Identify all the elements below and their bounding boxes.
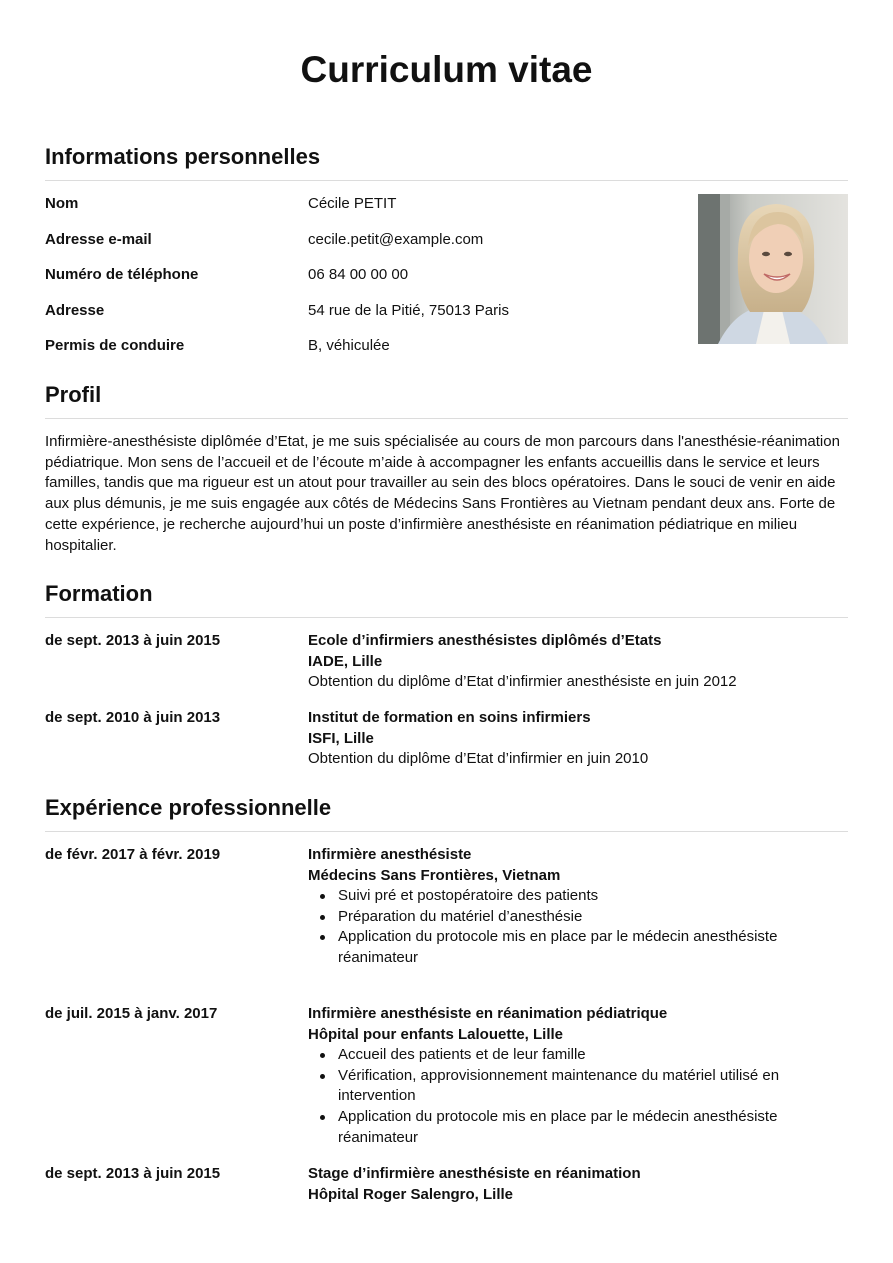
portrait-photo-icon (698, 194, 848, 344)
entry-date: de sept. 2013 à juin 2015 (45, 1165, 221, 1182)
list-item: Préparation du matériel d’anesthésie (338, 907, 798, 928)
section-education (45, 579, 848, 618)
field-value: 54 rue de la Pitié, 75013 Paris (308, 301, 509, 319)
section-heading: Expérience professionnelle (45, 795, 332, 820)
section-divider (45, 831, 848, 832)
entry-role: Infirmière anesthésiste en réanimation pédiatrique (308, 1005, 668, 1022)
page-title: Curriculum vitae (300, 49, 593, 90)
entry-detail: Obtention du diplôme d’Etat d’infirmier en juin 2010 (308, 750, 649, 768)
list-item: Application du protocole mis en place par le médecin anesthésiste réanimateur (338, 1107, 798, 1148)
list-item: Vérification, approvisionnement maintenance du matériel utilisé en intervention (338, 1066, 798, 1107)
entry-date: de juil. 2015 à janv. 2017 (45, 1005, 218, 1022)
entry-date: de sept. 2010 à juin 2013 (45, 709, 221, 726)
entry-school: Ecole d’infirmiers anesthésistes diplômés d’Etats (308, 632, 662, 649)
section-heading: Profil (45, 382, 102, 407)
entry-employer: Médecins Sans Frontières, Vietnam (308, 866, 561, 884)
section-heading: Formation (45, 581, 153, 606)
entry-employer: Hôpital Roger Salengro, Lille (308, 1185, 514, 1203)
field-label: Adresse e-mail (45, 230, 152, 248)
field-label: Adresse (45, 301, 105, 319)
list-item: Application du protocole mis en place par le médecin anesthésiste réanimateur (338, 927, 798, 968)
entry-tasks (308, 886, 798, 968)
section-heading: Informations personnelles (45, 144, 321, 169)
field-value: 06 84 00 00 00 (308, 266, 409, 283)
list-item: Suivi pré et postopératoire des patients (338, 886, 798, 907)
field-label: Nom (45, 195, 79, 212)
field-value: cecile.petit@example.com (308, 230, 484, 248)
section-divider (45, 617, 848, 618)
profile-photo (698, 194, 848, 344)
field-value: Cécile PETIT (308, 195, 397, 212)
entry-detail: Obtention du diplôme d’Etat d’infirmier anesthésiste en juin 2012 (308, 673, 737, 691)
entry-role: Stage d’infirmière anesthésiste en réanimation (308, 1165, 641, 1182)
section-divider (45, 180, 848, 181)
profile-text: Infirmière-anesthésiste diplômée d’Etat, je me suis spécialisée au cours de mon parcours dans l'anesthésie-réanimation pédiatrique. Mon sens de l’accueil et de l’écoute m’aide à accompagner les enfants accueillis dans le service et leurs familles, tandis que ma rigueur est un atout pour travailler au sein des blocs opératoires. Dans le souci de venir en aide aux plus démunis, je me suis engagée aux côtés de Médecins Sans Frontières au Vietnam pendant deux ans. Forte de cette expérience, je recherche aujourd’hui un poste d’infirmière anesthésiste en réanimation pédiatrique en milieu hospitalier. (45, 433, 840, 554)
section-experience (45, 793, 848, 832)
section-profile (45, 380, 848, 419)
entry-tasks (308, 1045, 798, 1148)
field-label: Permis de conduire (45, 337, 185, 354)
entry-role: Infirmière anesthésiste (308, 846, 472, 863)
entry-place: ISFI, Lille (308, 729, 374, 747)
entry-date: de sept. 2013 à juin 2015 (45, 632, 221, 649)
list-item: Accueil des patients et de leur famille (338, 1045, 798, 1066)
section-personal-info (45, 142, 848, 181)
entry-employer: Hôpital pour enfants Lalouette, Lille (308, 1025, 564, 1043)
section-divider (45, 418, 848, 419)
entry-date: de févr. 2017 à févr. 2019 (45, 846, 221, 863)
entry-place: IADE, Lille (308, 652, 383, 670)
entry-school: Institut de formation en soins infirmiers (308, 709, 591, 726)
field-label: Numéro de téléphone (45, 266, 199, 283)
field-value: B, véhiculée (308, 337, 390, 354)
